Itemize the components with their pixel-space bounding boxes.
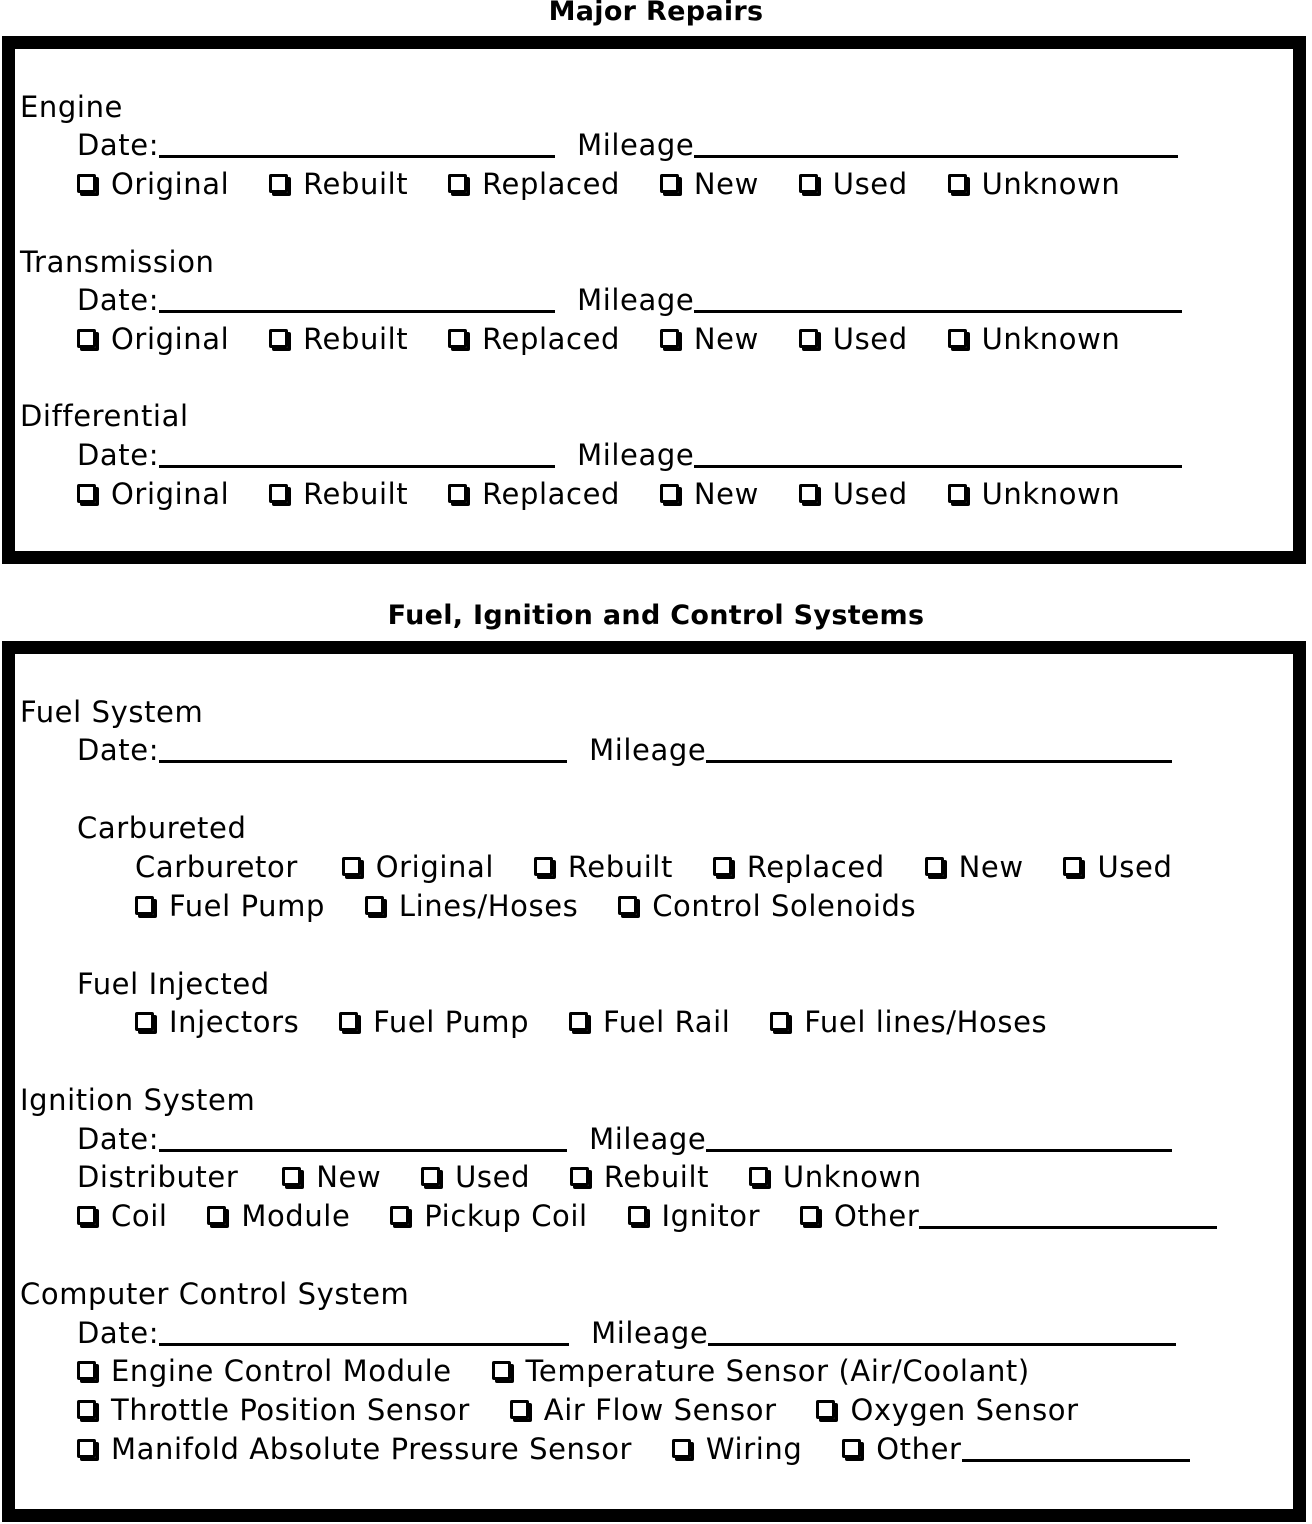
- checkbox-label: Used: [455, 1160, 531, 1194]
- checkbox-icon: [77, 1361, 96, 1380]
- checkbox-label: Unknown: [782, 1160, 922, 1194]
- checkbox-label: Coil: [111, 1199, 168, 1233]
- map-sensor-checkbox[interactable]: [77, 1431, 632, 1467]
- date-label: Date:: [77, 283, 160, 317]
- checkbox-label: Lines/Hoses: [398, 889, 579, 923]
- fuel-injected-heading: Fuel Injected: [77, 967, 270, 1001]
- carburetor-replaced-checkbox[interactable]: [713, 849, 885, 885]
- checkbox-label: Used: [832, 477, 908, 511]
- ignition-parts-row: [77, 1198, 1217, 1234]
- checkbox-label: Throttle Position Sensor: [111, 1393, 470, 1427]
- mileage-label: Mileage: [577, 438, 695, 472]
- checkbox-icon: [948, 484, 967, 503]
- checkbox-label: Ignitor: [661, 1199, 761, 1233]
- checkbox-label: New: [316, 1160, 382, 1194]
- wiring-checkbox[interactable]: [672, 1431, 802, 1467]
- checkbox-icon: [77, 484, 96, 503]
- date-label: Date:: [77, 128, 160, 162]
- carburetor-new-checkbox[interactable]: [925, 849, 1024, 885]
- tps-checkbox[interactable]: [77, 1392, 470, 1428]
- checkbox-icon: [570, 1167, 589, 1186]
- differential-date-field[interactable]: [159, 439, 555, 468]
- checkbox-label: Fuel Pump: [169, 889, 326, 923]
- checkbox-label: Fuel Rail: [603, 1005, 731, 1039]
- differential-used-checkbox[interactable]: [799, 476, 908, 512]
- checkbox-label: Original: [375, 850, 495, 884]
- checkbox-icon: [799, 174, 818, 193]
- checkbox-label: Fuel Pump: [373, 1005, 530, 1039]
- transmission-rebuilt-checkbox[interactable]: [269, 321, 408, 357]
- checkbox-icon: [842, 1439, 861, 1458]
- carbureted-parts-row: [135, 888, 916, 924]
- checkbox-label: Other: [876, 1432, 962, 1466]
- lines-hoses-checkbox[interactable]: [365, 888, 579, 924]
- checkbox-icon: [534, 857, 553, 876]
- transmission-date-field[interactable]: [159, 284, 555, 313]
- checkbox-icon: [282, 1167, 301, 1186]
- checkbox-icon: [448, 484, 467, 503]
- transmission-date-mileage-row: [77, 282, 1182, 318]
- ignition-other-checkbox[interactable]: [800, 1198, 1217, 1234]
- checkbox-label: New: [693, 477, 759, 511]
- mileage-label: Mileage: [591, 1316, 709, 1350]
- checkbox-icon: [660, 329, 679, 348]
- carburetor-rebuilt-checkbox[interactable]: [534, 849, 673, 885]
- fuel-system-date-mileage-row: [77, 732, 1172, 768]
- temp-sensor-checkbox[interactable]: [492, 1353, 1030, 1389]
- ignition-system-heading: Ignition System: [20, 1083, 256, 1117]
- checkbox-icon: [269, 484, 288, 503]
- oxygen-sensor-checkbox[interactable]: [816, 1392, 1078, 1428]
- checkbox-label: Other: [834, 1199, 920, 1233]
- checkbox-icon: [816, 1400, 835, 1419]
- differential-replaced-checkbox[interactable]: [448, 476, 620, 512]
- fi-fuel-pump-checkbox[interactable]: [339, 1004, 529, 1040]
- fuel-rail-checkbox[interactable]: [569, 1004, 730, 1040]
- engine-rebuilt-checkbox[interactable]: [269, 166, 408, 202]
- checkbox-label: Fuel lines/Hoses: [804, 1005, 1048, 1039]
- date-label: Date:: [77, 1122, 160, 1156]
- engine-date-mileage-row: [77, 127, 1178, 163]
- fuel-lines-hoses-checkbox[interactable]: [770, 1004, 1047, 1040]
- checkbox-label: Unknown: [981, 477, 1121, 511]
- mileage-label: Mileage: [589, 733, 707, 767]
- fuel-system-heading: Fuel System: [20, 695, 204, 729]
- checkbox-icon: [448, 174, 467, 193]
- control-solenoids-checkbox[interactable]: [618, 888, 916, 924]
- mileage-label: Mileage: [577, 128, 695, 162]
- date-label: Date:: [77, 438, 160, 472]
- checkbox-icon: [628, 1206, 647, 1225]
- checkbox-icon: [492, 1361, 511, 1380]
- checkbox-label: Air Flow Sensor: [543, 1393, 777, 1427]
- distributer-used-checkbox[interactable]: [421, 1159, 530, 1195]
- checkbox-icon: [77, 174, 96, 193]
- ignition-date-mileage-row: [77, 1121, 1172, 1157]
- computer-date-field[interactable]: [159, 1317, 569, 1346]
- mileage-label: Mileage: [577, 283, 695, 317]
- checkbox-icon: [672, 1439, 691, 1458]
- engine-date-field[interactable]: [159, 129, 555, 158]
- checkbox-label: New: [693, 322, 759, 356]
- module-checkbox[interactable]: [207, 1198, 350, 1234]
- differential-date-mileage-row: [77, 437, 1182, 473]
- fuel-system-date-field[interactable]: [159, 734, 567, 763]
- checkbox-icon: [207, 1206, 226, 1225]
- checkbox-label: Replaced: [746, 850, 885, 884]
- carburetor-row: [135, 849, 1172, 885]
- ignitor-checkbox[interactable]: [628, 1198, 761, 1234]
- checkbox-label: Replaced: [482, 167, 621, 201]
- checkbox-icon: [135, 896, 154, 915]
- checkbox-icon: [770, 1012, 789, 1031]
- checkbox-icon: [269, 329, 288, 348]
- checkbox-label: Original: [111, 167, 230, 201]
- checkbox-icon: [390, 1206, 409, 1225]
- carburetor-label: Carburetor: [135, 850, 298, 884]
- transmission-used-checkbox[interactable]: [799, 321, 908, 357]
- fuel-system-mileage-field[interactable]: [706, 734, 1172, 763]
- checkbox-icon: [618, 896, 637, 915]
- checkbox-label: Rebuilt: [303, 322, 409, 356]
- checkbox-icon: [77, 1439, 96, 1458]
- checkbox-label: Rebuilt: [303, 167, 409, 201]
- carbureted-heading: Carbureted: [77, 811, 247, 845]
- checkbox-label: Unknown: [981, 322, 1121, 356]
- carburetor-original-checkbox[interactable]: [342, 849, 494, 885]
- engine-options-row: [77, 166, 1120, 202]
- checkbox-label: Engine Control Module: [111, 1354, 452, 1388]
- checkbox-icon: [925, 857, 944, 876]
- checkbox-icon: [800, 1206, 819, 1225]
- checkbox-icon: [799, 484, 818, 503]
- differential-options-row: [77, 476, 1120, 512]
- ignition-other-field[interactable]: [919, 1200, 1217, 1229]
- checkbox-icon: [448, 329, 467, 348]
- transmission-options-row: [77, 321, 1120, 357]
- checkbox-icon: [365, 896, 384, 915]
- computer-parts-row-3: [77, 1431, 1190, 1467]
- checkbox-label: Manifold Absolute Pressure Sensor: [111, 1432, 633, 1466]
- carburetor-used-checkbox[interactable]: [1063, 849, 1172, 885]
- differential-heading: Differential: [20, 399, 189, 433]
- major-repairs-title: Major Repairs: [548, 0, 764, 27]
- checkbox-label: New: [958, 850, 1024, 884]
- differential-new-checkbox[interactable]: [660, 476, 759, 512]
- checkbox-label: Control Solenoids: [652, 889, 917, 923]
- computer-date-mileage-row: [77, 1315, 1176, 1351]
- checkbox-icon: [77, 1206, 96, 1225]
- differential-unknown-checkbox[interactable]: [948, 476, 1121, 512]
- checkbox-icon: [569, 1012, 588, 1031]
- computer-parts-row-2: [77, 1392, 1079, 1428]
- checkbox-icon: [77, 329, 96, 348]
- checkbox-icon: [948, 329, 967, 348]
- pickup-coil-checkbox[interactable]: [390, 1198, 587, 1234]
- transmission-heading: Transmission: [20, 245, 215, 279]
- air-flow-sensor-checkbox[interactable]: [510, 1392, 777, 1428]
- checkbox-icon: [660, 484, 679, 503]
- engine-unknown-checkbox[interactable]: [948, 166, 1121, 202]
- checkbox-label: Wiring: [705, 1432, 803, 1466]
- checkbox-icon: [77, 1400, 96, 1419]
- checkbox-label: Used: [832, 322, 908, 356]
- engine-replaced-checkbox[interactable]: [448, 166, 620, 202]
- checkbox-label: Used: [1097, 850, 1173, 884]
- checkbox-icon: [421, 1167, 440, 1186]
- differential-rebuilt-checkbox[interactable]: [269, 476, 408, 512]
- checkbox-label: Module: [241, 1199, 351, 1233]
- checkbox-label: Rebuilt: [603, 1160, 710, 1194]
- computer-parts-row-1: [77, 1353, 1030, 1389]
- checkbox-label: Replaced: [482, 322, 621, 356]
- computer-other-checkbox[interactable]: [842, 1431, 1189, 1467]
- checkbox-label: Temperature Sensor (Air/Coolant): [525, 1354, 1030, 1388]
- transmission-unknown-checkbox[interactable]: [948, 321, 1121, 357]
- checkbox-icon: [510, 1400, 529, 1419]
- checkbox-label: Rebuilt: [567, 850, 674, 884]
- checkbox-icon: [339, 1012, 358, 1031]
- checkbox-label: Oxygen Sensor: [850, 1393, 1079, 1427]
- checkbox-label: Unknown: [981, 167, 1121, 201]
- transmission-mileage-field[interactable]: [694, 284, 1182, 313]
- mileage-label: Mileage: [589, 1122, 707, 1156]
- distributer-unknown-checkbox[interactable]: [749, 1159, 922, 1195]
- engine-used-checkbox[interactable]: [799, 166, 908, 202]
- checkbox-icon: [713, 857, 732, 876]
- computer-other-field[interactable]: [962, 1433, 1190, 1462]
- distributer-rebuilt-checkbox[interactable]: [570, 1159, 709, 1195]
- checkbox-icon: [135, 1012, 154, 1031]
- distributer-row: [77, 1159, 922, 1195]
- fuel-ignition-title: Fuel, Ignition and Control Systems: [387, 600, 925, 631]
- checkbox-icon: [660, 174, 679, 193]
- distributer-label: Distributer: [77, 1160, 239, 1194]
- checkbox-label: Pickup Coil: [424, 1199, 588, 1233]
- engine-mileage-field[interactable]: [694, 129, 1178, 158]
- engine-original-checkbox[interactable]: [77, 166, 229, 202]
- differential-mileage-field[interactable]: [694, 439, 1182, 468]
- checkbox-label: Used: [832, 167, 908, 201]
- date-label: Date:: [77, 1316, 160, 1350]
- ignition-date-field[interactable]: [159, 1123, 567, 1152]
- computer-control-heading: Computer Control System: [20, 1277, 410, 1311]
- computer-mileage-field[interactable]: [708, 1317, 1176, 1346]
- carb-fuel-pump-checkbox[interactable]: [135, 888, 325, 924]
- checkbox-label: Replaced: [482, 477, 621, 511]
- checkbox-label: Rebuilt: [303, 477, 409, 511]
- checkbox-label: Injectors: [169, 1005, 300, 1039]
- checkbox-label: Original: [111, 477, 230, 511]
- checkbox-icon: [269, 174, 288, 193]
- checkbox-label: New: [693, 167, 759, 201]
- injectors-checkbox[interactable]: [135, 1004, 299, 1040]
- transmission-original-checkbox[interactable]: [77, 321, 229, 357]
- ecm-checkbox[interactable]: [77, 1353, 452, 1389]
- engine-new-checkbox[interactable]: [660, 166, 759, 202]
- coil-checkbox[interactable]: [77, 1198, 168, 1234]
- engine-heading: Engine: [20, 90, 123, 124]
- distributer-new-checkbox[interactable]: [282, 1159, 381, 1195]
- checkbox-icon: [1063, 857, 1082, 876]
- fuel-injected-parts-row: [135, 1004, 1047, 1040]
- checkbox-icon: [799, 329, 818, 348]
- checkbox-icon: [749, 1167, 768, 1186]
- ignition-mileage-field[interactable]: [706, 1123, 1172, 1152]
- transmission-new-checkbox[interactable]: [660, 321, 759, 357]
- date-label: Date:: [77, 733, 160, 767]
- transmission-replaced-checkbox[interactable]: [448, 321, 620, 357]
- differential-original-checkbox[interactable]: [77, 476, 229, 512]
- checkbox-icon: [342, 857, 361, 876]
- checkbox-label: Original: [111, 322, 230, 356]
- checkbox-icon: [948, 174, 967, 193]
